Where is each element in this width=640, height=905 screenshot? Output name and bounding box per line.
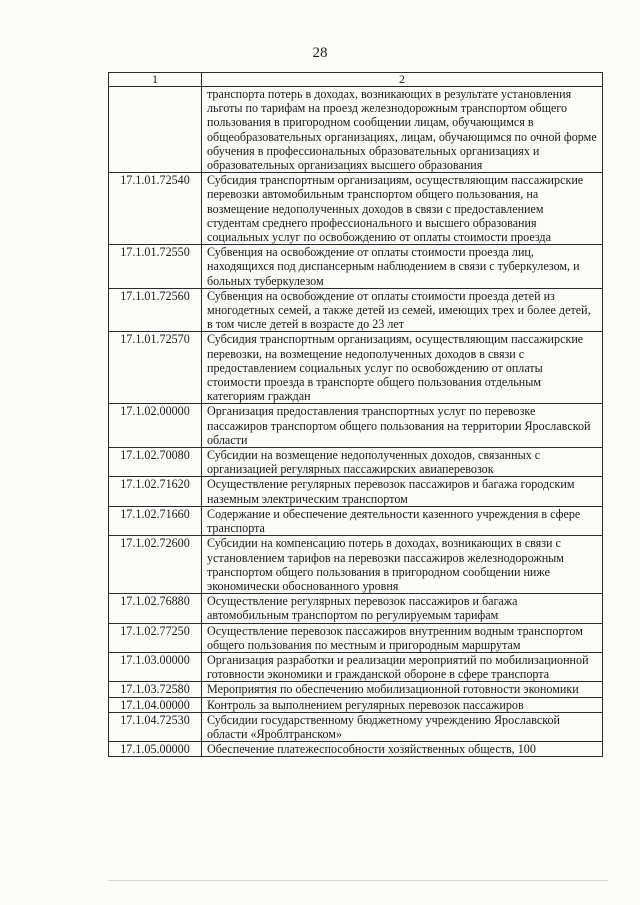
row-code-cell: 17.1.02.71620 [109, 477, 202, 506]
table-row [109, 288, 603, 332]
table-row [109, 404, 603, 448]
row-code-cell: 17.1.02.70080 [109, 448, 202, 477]
row-description-cell: Субсидии на компенсацию потерь в доходах, возникающих в связи с установлением тарифов на перевозки пассажиров железнодорожным транспортом общего пользования в пригородном сообщении ниже экономически обоснованного уровня [202, 536, 603, 594]
page-number: 28 [312, 45, 328, 61]
table-row [109, 682, 603, 697]
row-code-cell: 17.1.01.72540 [109, 173, 202, 245]
row-description-cell: Осуществление регулярных перевозок пассажиров и багажа автомобильным транспортом по регулируемым тарифам [202, 594, 603, 623]
row-code-cell: 17.1.01.72560 [109, 288, 202, 332]
row-description-cell: Организация разработки и реализации мероприятий по мобилизационной готовности экономики и гражданской обороне в сфере транспорта [202, 652, 603, 681]
row-description-cell: Обеспечение платежеспособности хозяйственных обществ, 100 [202, 742, 603, 757]
row-description-cell: Субвенция на освобождение от оплаты стоимости проезда детей из многодетных семей, а также детей из семей, имеющих трех и более детей, в том числе детей в возрасте до 23 лет [202, 288, 603, 332]
row-code-cell: 17.1.04.00000 [109, 697, 202, 712]
row-code-cell: 17.1.01.72550 [109, 245, 202, 289]
table-row [109, 697, 603, 712]
table-row [109, 245, 603, 289]
table-row [109, 87, 603, 173]
table-row [109, 712, 603, 741]
table-row [109, 448, 603, 477]
row-description-cell: Субсидии государственному бюджетному учреждению Ярославской области «Яроблтранском» [202, 712, 603, 741]
row-code-cell: 17.1.03.00000 [109, 652, 202, 681]
row-description-cell: Осуществление регулярных перевозок пассажиров и багажа городским наземным электрическим транспортом [202, 477, 603, 506]
table-row [109, 173, 603, 245]
row-description-cell: транспорта потерь в доходах, возникающих в результате установления льготы по тарифам на проезд железнодорожным транспортом общего пользования в пригородном сообщении лицам, обучающимся в общеобразовательных организациях, лицам, обучающимся по очной форме обучения в профессиональных образовательных организациях и образовательных организациях высшего образования [202, 87, 603, 173]
table-body [109, 73, 603, 757]
header-cell-description: 2 [202, 73, 603, 87]
row-description-cell: Организация предоставления транспортных услуг по перевозке пассажиров транспортом общего пользования на территории Ярославской области [202, 404, 603, 448]
row-code-cell [109, 87, 202, 173]
page-bottom-edge [108, 880, 608, 881]
table-row [109, 536, 603, 594]
row-code-cell: 17.1.01.72570 [109, 332, 202, 404]
table-row [109, 742, 603, 757]
budget-classification-table [108, 72, 603, 757]
row-code-cell: 17.1.03.72580 [109, 682, 202, 697]
row-description-cell: Субсидия транспортным организациям, осуществляющим пассажирские перевозки, на возмещение недополученных доходов в связи с предоставлением социальных услуг по освобождению от оплаты стоимости проезда в транспорте общего пользования отдельным категориям граждан [202, 332, 603, 404]
row-code-cell: 17.1.02.72600 [109, 536, 202, 594]
row-code-cell: 17.1.02.77250 [109, 623, 202, 652]
table-row [109, 623, 603, 652]
table-row [109, 594, 603, 623]
header-cell-code: 1 [109, 73, 202, 87]
row-code-cell: 17.1.05.00000 [109, 742, 202, 757]
row-description-cell: Субвенция на освобождение от оплаты стоимости проезда лиц, находящихся под диспансерным наблюдением в связи с туберкулезом, и больных туберкулезом [202, 245, 603, 289]
row-description-cell: Содержание и обеспечение деятельности казенного учреждения в сфере транспорта [202, 506, 603, 535]
row-code-cell: 17.1.02.76880 [109, 594, 202, 623]
row-description-cell: Мероприятия по обеспечению мобилизационной готовности экономики [202, 682, 603, 697]
table-row [109, 506, 603, 535]
row-code-cell: 17.1.02.00000 [109, 404, 202, 448]
table-row [109, 477, 603, 506]
row-code-cell: 17.1.02.71660 [109, 506, 202, 535]
row-code-cell: 17.1.04.72530 [109, 712, 202, 741]
row-description-cell: Осуществление перевозок пассажиров внутренним водным транспортом общего пользования по местным и пригородным маршрутам [202, 623, 603, 652]
row-description-cell: Субсидии на возмещение недополученных доходов, связанных с организацией регулярных пассажирских авиаперевозок [202, 448, 603, 477]
table-header-row [109, 73, 603, 87]
row-description-cell: Субсидия транспортным организациям, осуществляющим пассажирские перевозки автомобильным транспортом общего пользования, на возмещение недополученных доходов в связи с предоставлением студентам среднего профессионального и высшего образования социальных услуг по освобождению от оплаты стоимости проезда [202, 173, 603, 245]
table-row [109, 332, 603, 404]
row-description-cell: Контроль за выполнением регулярных перевозок пассажиров [202, 697, 603, 712]
table-row [109, 652, 603, 681]
